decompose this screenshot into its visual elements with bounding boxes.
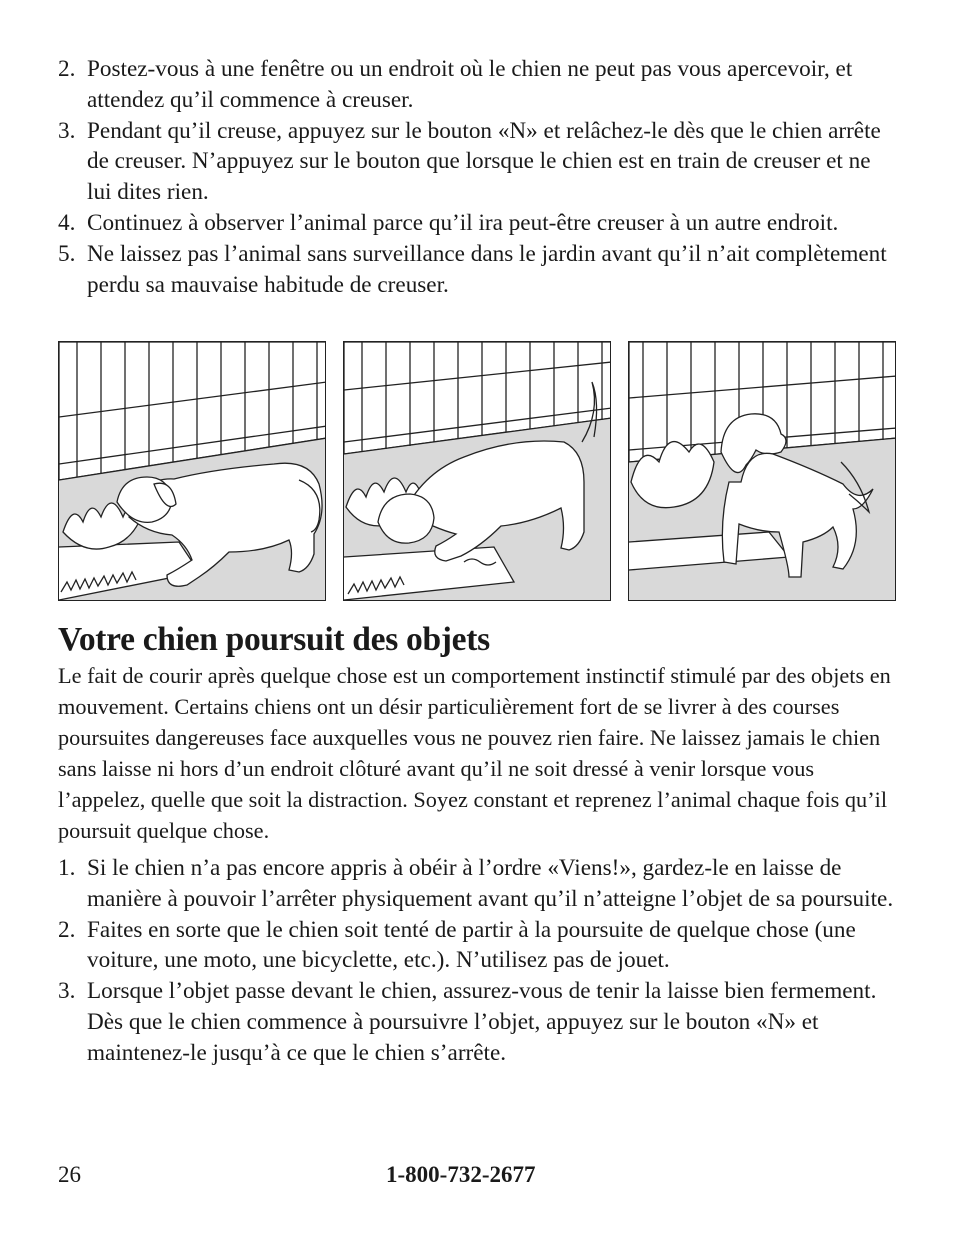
illustration-panel-2 — [343, 341, 611, 601]
list-item — [58, 54, 898, 116]
list-number: 3. — [58, 117, 76, 144]
dog-standing-alert-illustration — [629, 342, 896, 601]
list-number: 4. — [58, 209, 76, 236]
list-text: Si le chien n’a pas encore appris à obéir à l’ordre «Viens!», gardez-le en laisse de manière à pouvoir l’arrêter physiquement avant qu’il n’atteigne l’objet de sa poursuite. — [87, 855, 894, 912]
list-number: 3. — [58, 978, 76, 1005]
list-number: 2. — [58, 56, 76, 82]
section-heading: Votre chien poursuit des objets — [58, 621, 490, 658]
dog-digging-illustration — [59, 342, 326, 601]
section-intro-paragraph: Le fait de courir après quelque chose est un comportement instinctif stimulé par des objets en mouvement. Certains chiens ont un désir particulièrement fort de se livrer à des courses poursuites dangereuses face auxquelles vous ne pouvez rien faire. Ne laissez jamais le chien sans laisse ni hors d’un endroit clôturé avant qu’il ne soit dressé à venir lorsque vous l’appelez, quelle que soit la distraction. Soyez constant et reprenez l’animal chaque fois qu’il poursuit quelque chose. — [58, 663, 891, 843]
footer-phone-number: 1-800-732-2677 — [386, 1162, 536, 1187]
list-item — [58, 915, 898, 977]
illustration-panel-3 — [628, 341, 896, 601]
list-item — [58, 116, 898, 208]
list-item — [58, 239, 898, 301]
digging-steps-list — [58, 54, 898, 300]
list-text: Ne laissez pas l’animal sans surveillance dans le jardin avant qu’il n’ait complètement perdu sa mauvaise habitude de creuser. — [87, 240, 887, 298]
list-number: 5. — [58, 240, 76, 267]
page-number: 26 — [58, 1162, 81, 1187]
list-item — [58, 208, 898, 239]
illustration-panel-1 — [58, 341, 326, 601]
list-item — [58, 853, 898, 915]
dog-digging-illustration — [344, 342, 611, 601]
list-text: Postez-vous à une fenêtre ou un endroit où le chien ne peut pas vous apercevoir, et attendez qu’il commence à creuser. — [87, 56, 853, 113]
list-number: 1. — [58, 855, 76, 881]
list-item — [58, 976, 898, 1068]
list-text: Lorsque l’objet passe devant le chien, assurez-vous de tenir la laisse bien fermement. Dès que le chien commence à poursuivre l’objet, appuyez sur le bouton «N» et maintenez-le jusqu’à ce que le chien s’arrête. — [87, 978, 877, 1066]
list-text: Faites en sorte que le chien soit tenté de partir à la poursuite de quelque chose (une voiture, une moto, une bicyclette, etc.). N’utilisez pas de jouet. — [87, 916, 856, 974]
chasing-steps-list — [58, 853, 898, 1069]
illustration-strip — [58, 341, 898, 603]
list-text: Pendant qu’il creuse, appuyez sur le bouton «N» et relâchez-le dès que le chien arrête de creuser. N’appuyez sur le bouton que lorsque le chien est en train de creuser et ne lui dites rien. — [87, 117, 881, 206]
list-text: Continuez à observer l’animal parce qu’il ira peut-être creuser à un autre endroit. — [87, 209, 839, 236]
list-number: 2. — [58, 916, 76, 943]
